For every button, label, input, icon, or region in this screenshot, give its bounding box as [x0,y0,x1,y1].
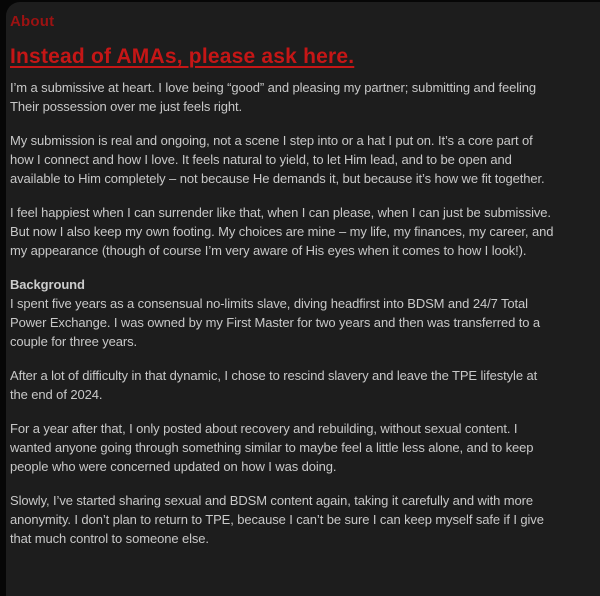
ask-here-link[interactable]: Instead of AMAs, please ask here. [10,45,355,68]
background-text: I spent five years as a consensual no-limits slave, diving headfirst into BDSM and 24/7 Total Power Exchange. I was owned by my First Master for two years and then was transferred to a couple for three years. [10,296,541,349]
paragraph-submission: My submission is real and ongoing, not a scene I step into or a hat I put on. It’s a core part of how I connect and how I love. It feels natural to yield, to let Him lead, and to be open and available to Him completely – not because He demands it, but because it’s how we fit together. [10,133,545,186]
paragraph-difficulty: After a lot of difficulty in that dynamic, I chose to rescind slavery and leave the TPE lifestyle at the end of 2024. [10,368,538,402]
paragraph-slowly: Slowly, I’ve started sharing sexual and BDSM content again, taking it carefully and with more anonymity. I don’t plan to return to TPE, because I can’t be sure I can keep myself safe if I give that much control to someone else. [10,493,544,546]
page-title: About [10,13,55,30]
background-heading: Background [10,277,85,292]
paragraph-intro: I’m a submissive at heart. I love being “good” and pleasing my partner; submitting and feeling Their possession over me just feels right. [10,80,537,114]
paragraph-happiest: I feel happiest when I can surrender like that, when I can please, when I can just be submissive. But now I also keep my own footing. My choices are mine – my life, my finances, my career, and my appearance (though of course I’m very aware of His eyes when it comes to how I look!). [10,205,554,258]
paragraph-recovery: For a year after that, I only posted about recovery and rebuilding, without sexual content. I wanted anyone going through something similar to maybe feel a little less alone, and to keep people who were concerned updated on how I was doing. [10,421,534,474]
content-area [6,2,600,548]
paragraph-background [10,275,558,351]
about-text [10,78,558,548]
ask-heading [10,44,558,69]
about-page [6,2,600,596]
